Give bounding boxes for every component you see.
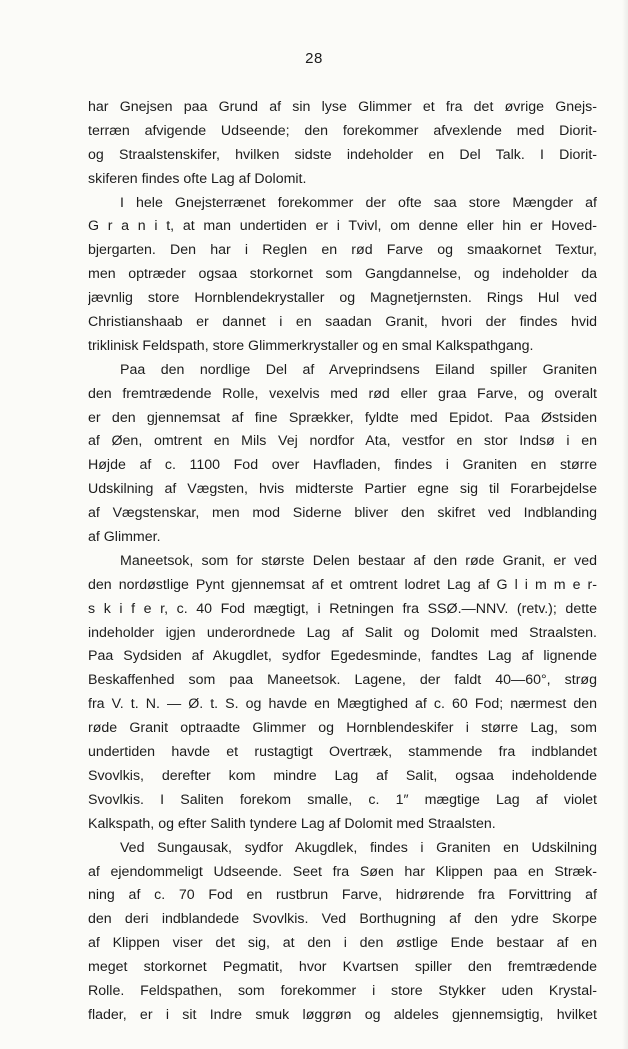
page-edge-shadow (622, 0, 628, 1049)
text-line: Beskaffenhed som paa Maneetsok. Lagene, der faldt 40—60°, strøg (88, 672, 597, 689)
text-line: Kalkspath, og efter Salith tyndere Lag af Dolomit med Straalsten. (88, 815, 496, 832)
text-line: af Vægstenskar, men mod Siderne bliver den skifret ved Indblanding (88, 505, 597, 522)
text-line: den nordøstlige Pynt gjennemsat af et omtrent lodret Lag af G l i m m e r- (88, 576, 597, 593)
text-line: af ejendommeligt Udseende. Seet fra Søen har Klippen paa en Stræk- (88, 863, 597, 880)
text-line: Svovlkis. I Saliten forekom smalle, c. 1″ mægtige Lag af violet (88, 791, 597, 808)
text-line: skiferen findes ofte Lag af Dolomit. (88, 170, 307, 187)
text-line: jævnlig store Hornblendekrystaller og Magnetjernsten. Rings Hul ved (88, 290, 597, 307)
text-line: af Klippen viser det sig, at den i den østlige Ende bestaar af en (88, 935, 597, 952)
text-line: G r a n i t, at man undertiden er i Tvivl, om denne eller hin er Hoved- (88, 218, 597, 235)
text-line: Ved Sungausak, sydfor Akugdlek, findes i Graniten en Udskilning (120, 839, 597, 856)
text-line: bjergarten. Den har i Reglen en rød Farve og smaakornet Textur, (88, 242, 597, 259)
text-line: terræn afvigende Udseende; den forekommer afvexlende med Diorit- (88, 122, 597, 139)
text-line: Højde af c. 1100 Fod over Havfladen, findes i Graniten en større (88, 457, 597, 474)
text-line: indeholder igjen underordnede Lag af Salit og Dolomit med Straalsten. (88, 624, 597, 641)
body-text (88, 96, 597, 1028)
text-line: Svovlkis, derefter kom mindre Lag af Salit, ogsaa indeholdende (88, 767, 597, 784)
text-line: er den gjennemsat af fine Sprækker, fyldte med Epidot. Paa Østsiden (88, 409, 597, 426)
text-line: den fremtrædende Rolle, vexelvis med rød eller graa Farve, og overalt (88, 385, 597, 402)
text-line: den deri indblandede Svovlkis. Ved Borthugning af den ydre Skorpe (88, 911, 597, 928)
text-line: Paa den nordlige Del af Arveprindsens Eiland spiller Graniten (120, 361, 597, 378)
page-number: 28 (305, 50, 323, 67)
text-line: s k i f e r, c. 40 Fod mægtigt, i Retningen fra SSØ.—NNV. (retv.); dette (88, 600, 597, 617)
text-line: af Øen, omtrent en Mils Vej nordfor Ata, vestfor en stor Indsø i en (88, 433, 597, 450)
text-line: og Straalstenskifer, hvilken sidste indeholder en Del Talk. I Diorit- (88, 146, 597, 163)
text-line: meget storkornet Pegmatit, hvor Kvartsen spiller den fremtrædende (88, 959, 597, 976)
text-line: flader, er i sit Indre smuk løggrøn og aldeles gjennemsigtig, hvilket (88, 1006, 597, 1023)
text-line: røde Granit optraadte Glimmer og Hornblendeskifer i større Lag, som (88, 720, 597, 737)
text-line: Udskilning af Vægsten, hvis midterste Partier egne sig til Forarbejdelse (88, 481, 597, 498)
text-line: har Gnejsen paa Grund af sin lyse Glimmer et fra det øvrige Gnejs- (88, 99, 597, 115)
text-line: I hele Gnejsterrænet forekommer der ofte saa store Mængder af (120, 194, 597, 211)
text-line: Maneetsok, som for største Delen bestaar af den røde Granit, er ved (120, 552, 597, 569)
text-line: men optræder ogsaa storkornet som Gangdannelse, og indeholder da (88, 266, 597, 283)
text-line: Paa Sydsiden af Akugdlet, sydfor Egedesminde, fandtes Lag af lignende (88, 648, 597, 665)
text-line: Rolle. Feldspathen, som forekommer i store Stykker uden Krystal- (88, 982, 597, 999)
text-line: fra V. t. N. — Ø. t. S. og havde en Mægtighed af c. 60 Fod; nærmest den (88, 696, 597, 713)
text-line: undertiden havde et rustagtigt Overtræk, stammende fra indblandet (88, 744, 597, 761)
text-line: af Glimmer. (88, 529, 161, 546)
text-line: Christianshaab er dannet i en saadan Granit, hvori der findes hvid (88, 314, 597, 331)
text-line: triklinisk Feldspath, store Glimmerkrystaller og en smal Kalkspathgang. (88, 337, 534, 354)
text-line: ning af c. 70 Fod en rustbrun Farve, hidrørende fra Forvittring af (88, 887, 597, 904)
